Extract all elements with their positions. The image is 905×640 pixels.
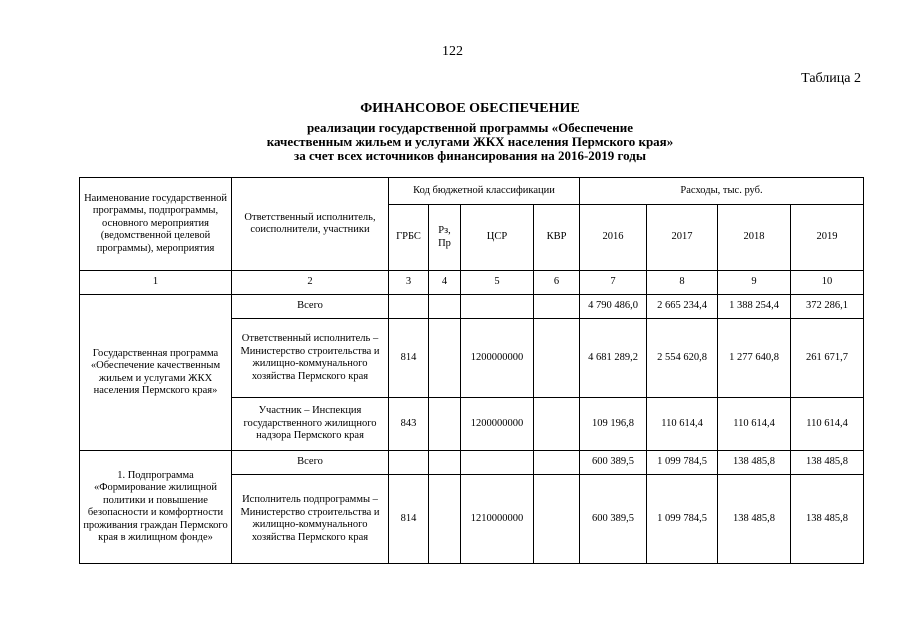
executor-cell: Всего bbox=[232, 451, 389, 475]
grbs-cell: 814 bbox=[389, 475, 429, 564]
table-row bbox=[80, 451, 864, 475]
kvr-cell bbox=[534, 319, 580, 398]
kvr-cell bbox=[534, 398, 580, 451]
header-row bbox=[80, 178, 864, 205]
header-rzpr: Рз, Пр bbox=[429, 205, 461, 271]
amount-2016: 4 681 289,2 bbox=[580, 319, 647, 398]
grbs-cell: 843 bbox=[389, 398, 429, 451]
header-budget-code: Код бюджетной классификации bbox=[389, 178, 580, 205]
executor-cell: Исполнитель подпрограммы – Министерство строительства и жилищно-коммунального хозяйства Пермского края bbox=[232, 475, 389, 564]
amount-2018: 110 614,4 bbox=[718, 398, 791, 451]
subprogram-name: 1. Подпрограмма «Формирование жилищной политики и повышение безопасности и комфортности проживания граждан Пермского края в жилищном фонде» bbox=[80, 451, 232, 564]
amount-2016: 600 389,5 bbox=[580, 451, 647, 475]
csr-cell bbox=[461, 451, 534, 475]
column-number: 4 bbox=[429, 271, 461, 295]
rzpr-cell bbox=[429, 398, 461, 451]
header-csr: ЦСР bbox=[461, 205, 534, 271]
grbs-cell bbox=[389, 295, 429, 319]
csr-cell: 1210000000 bbox=[461, 475, 534, 564]
column-number: 10 bbox=[791, 271, 864, 295]
amount-2019: 372 286,1 bbox=[791, 295, 864, 319]
csr-cell: 1200000000 bbox=[461, 319, 534, 398]
amount-2017: 110 614,4 bbox=[647, 398, 718, 451]
column-number: 5 bbox=[461, 271, 534, 295]
table-label: Таблица 2 bbox=[801, 71, 861, 86]
amount-2017: 1 099 784,5 bbox=[647, 475, 718, 564]
header-name: Наименование государственной программы, подпрограммы, основного мероприятия (ведомственной целевой программы), мероприятия bbox=[80, 178, 232, 271]
column-number: 1 bbox=[80, 271, 232, 295]
amount-2017: 2 554 620,8 bbox=[647, 319, 718, 398]
subtitle-line: качественным жильем и услугами ЖКХ населения Пермского края» bbox=[266, 134, 674, 149]
grbs-cell: 814 bbox=[389, 319, 429, 398]
grbs-cell bbox=[389, 451, 429, 475]
financing-table bbox=[79, 177, 864, 564]
header-kvr: КВР bbox=[534, 205, 580, 271]
amount-2019: 138 485,8 bbox=[791, 475, 864, 564]
column-numbers-row bbox=[80, 271, 864, 295]
amount-2018: 1 277 640,8 bbox=[718, 319, 791, 398]
executor-cell: Всего bbox=[232, 295, 389, 319]
subtitle-line: реализации государственной программы «Обеспечение bbox=[306, 120, 634, 135]
header-expenses: Расходы, тыс. руб. bbox=[580, 178, 864, 205]
column-number: 3 bbox=[389, 271, 429, 295]
document-subtitle bbox=[0, 121, 905, 163]
csr-cell bbox=[461, 295, 534, 319]
header-year-2016: 2016 bbox=[580, 205, 647, 271]
executor-cell: Ответственный исполнитель – Министерство строительства и жилищно-коммунального хозяйства Пермского края bbox=[232, 319, 389, 398]
executor-cell: Участник – Инспекция государственного жилищного надзора Пермского края bbox=[232, 398, 389, 451]
amount-2016: 109 196,8 bbox=[580, 398, 647, 451]
amount-2016: 600 389,5 bbox=[580, 475, 647, 564]
rzpr-cell bbox=[429, 295, 461, 319]
amount-2019: 138 485,8 bbox=[791, 451, 864, 475]
subtitle-line: за счет всех источников финансирования на 2016-2019 годы bbox=[294, 148, 646, 163]
header-year-2018: 2018 bbox=[718, 205, 791, 271]
header-year-2019: 2019 bbox=[791, 205, 864, 271]
table-row bbox=[80, 295, 864, 319]
header-executor: Ответственный исполнитель, соисполнители, участники bbox=[232, 178, 389, 271]
kvr-cell bbox=[534, 475, 580, 564]
amount-2019: 261 671,7 bbox=[791, 319, 864, 398]
column-number: 8 bbox=[647, 271, 718, 295]
amount-2017: 2 665 234,4 bbox=[647, 295, 718, 319]
column-number: 7 bbox=[580, 271, 647, 295]
amount-2018: 138 485,8 bbox=[718, 451, 791, 475]
amount-2016: 4 790 486,0 bbox=[580, 295, 647, 319]
column-number: 9 bbox=[718, 271, 791, 295]
column-number: 2 bbox=[232, 271, 389, 295]
program-name: Государственная программа «Обеспечение качественным жильем и услугами ЖКХ населения Пермского края» bbox=[80, 295, 232, 451]
page-number: 122 bbox=[442, 44, 463, 59]
amount-2017: 1 099 784,5 bbox=[647, 451, 718, 475]
rzpr-cell bbox=[429, 451, 461, 475]
csr-cell: 1200000000 bbox=[461, 398, 534, 451]
rzpr-cell bbox=[429, 319, 461, 398]
amount-2019: 110 614,4 bbox=[791, 398, 864, 451]
amount-2018: 138 485,8 bbox=[718, 475, 791, 564]
kvr-cell bbox=[534, 451, 580, 475]
amount-2018: 1 388 254,4 bbox=[718, 295, 791, 319]
header-year-2017: 2017 bbox=[647, 205, 718, 271]
document-title: ФИНАНСОВОЕ ОБЕСПЕЧЕНИЕ bbox=[360, 101, 580, 116]
column-number: 6 bbox=[534, 271, 580, 295]
kvr-cell bbox=[534, 295, 580, 319]
rzpr-cell bbox=[429, 475, 461, 564]
header-grbs: ГРБС bbox=[389, 205, 429, 271]
